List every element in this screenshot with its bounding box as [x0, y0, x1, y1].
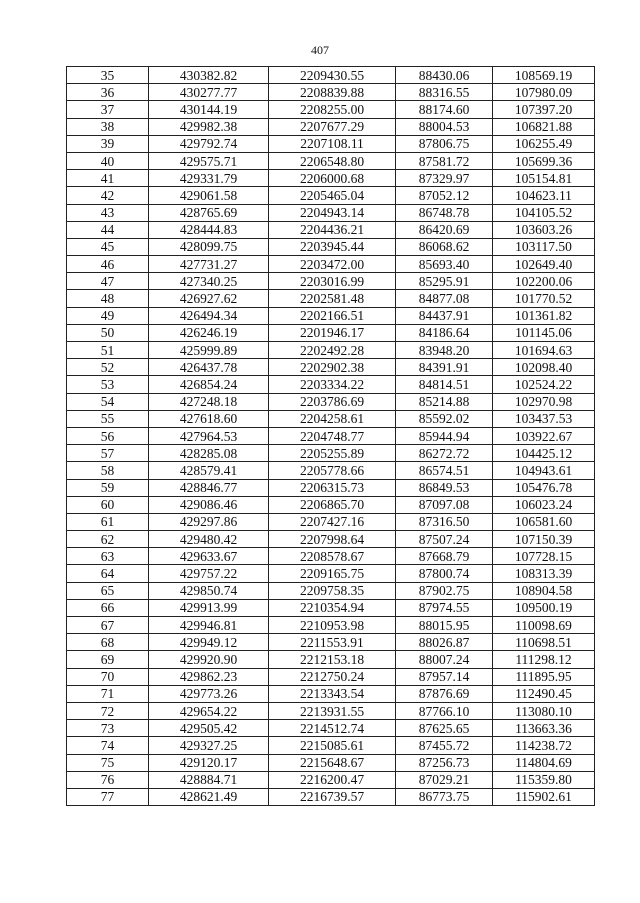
table-cell: 2205255.89: [269, 445, 396, 462]
table-cell: 86574.51: [396, 462, 493, 479]
table-row: [67, 376, 595, 393]
table-cell: 429920.90: [149, 651, 269, 668]
table-cell: 2207677.29: [269, 118, 396, 135]
table-cell: 103603.26: [493, 221, 595, 238]
table-cell: 86748.78: [396, 204, 493, 221]
table-cell: 86272.72: [396, 445, 493, 462]
table-cell: 88316.55: [396, 84, 493, 101]
table-cell: 429850.74: [149, 582, 269, 599]
table-cell: 2208578.67: [269, 548, 396, 565]
table-row: [67, 685, 595, 702]
table-cell: 115359.80: [493, 771, 595, 788]
table-cell: 428579.41: [149, 462, 269, 479]
table-cell: 87316.50: [396, 513, 493, 530]
table-cell: 2201946.17: [269, 324, 396, 341]
table-cell: 101361.82: [493, 307, 595, 324]
table-cell: 69: [67, 651, 149, 668]
table-row: [67, 582, 595, 599]
table-cell: 107980.09: [493, 84, 595, 101]
table-cell: 105476.78: [493, 479, 595, 496]
table-cell: 429949.12: [149, 634, 269, 651]
table-cell: 430144.19: [149, 101, 269, 118]
table-cell: 87329.97: [396, 170, 493, 187]
table-cell: 72: [67, 702, 149, 719]
table-cell: 103922.67: [493, 427, 595, 444]
table-row: [67, 702, 595, 719]
table-row: [67, 187, 595, 204]
table-cell: 428846.77: [149, 479, 269, 496]
table-cell: 60: [67, 496, 149, 513]
table-cell: 85944.94: [396, 427, 493, 444]
table-cell: 102970.98: [493, 393, 595, 410]
table-row: [67, 788, 595, 805]
table-cell: 2204436.21: [269, 221, 396, 238]
table-row: [67, 256, 595, 273]
table-row: [67, 496, 595, 513]
table-cell: 84814.51: [396, 376, 493, 393]
table-row: [67, 617, 595, 634]
table-cell: 84877.08: [396, 290, 493, 307]
table-cell: 429327.25: [149, 737, 269, 754]
table-cell: 84186.64: [396, 324, 493, 341]
table-cell: 427731.27: [149, 256, 269, 273]
table-cell: 429654.22: [149, 702, 269, 719]
table-cell: 2206000.68: [269, 170, 396, 187]
table-cell: 87507.24: [396, 531, 493, 548]
table-cell: 68: [67, 634, 149, 651]
table-cell: 102200.06: [493, 273, 595, 290]
table-cell: 102524.22: [493, 376, 595, 393]
table-cell: 75: [67, 754, 149, 771]
table-row: [67, 427, 595, 444]
table-cell: 84437.91: [396, 307, 493, 324]
table-cell: 2210354.94: [269, 599, 396, 616]
table-row: [67, 479, 595, 496]
table-cell: 429505.42: [149, 720, 269, 737]
table-cell: 39: [67, 135, 149, 152]
table-cell: 87806.75: [396, 135, 493, 152]
table-cell: 427964.53: [149, 427, 269, 444]
table-cell: 48: [67, 290, 149, 307]
table-cell: 2205465.04: [269, 187, 396, 204]
table-cell: 2203945.44: [269, 238, 396, 255]
table-cell: 105154.81: [493, 170, 595, 187]
table-cell: 62: [67, 531, 149, 548]
table-cell: 42: [67, 187, 149, 204]
table-body: [67, 67, 595, 806]
table-row: [67, 238, 595, 255]
table-cell: 427248.18: [149, 393, 269, 410]
table-row: [67, 720, 595, 737]
table-cell: 430382.82: [149, 67, 269, 84]
table-cell: 56: [67, 427, 149, 444]
table-cell: 87097.08: [396, 496, 493, 513]
table-row: [67, 324, 595, 341]
table-cell: 2207108.11: [269, 135, 396, 152]
table-cell: 114804.69: [493, 754, 595, 771]
table-cell: 429297.86: [149, 513, 269, 530]
table-cell: 106581.60: [493, 513, 595, 530]
table-row: [67, 668, 595, 685]
table-cell: 429120.17: [149, 754, 269, 771]
table-cell: 104943.61: [493, 462, 595, 479]
table-row: [67, 359, 595, 376]
table-cell: 2216200.47: [269, 771, 396, 788]
table-cell: 87455.72: [396, 737, 493, 754]
table-cell: 103117.50: [493, 238, 595, 255]
table-cell: 426927.62: [149, 290, 269, 307]
table-cell: 88015.95: [396, 617, 493, 634]
table-cell: 106255.49: [493, 135, 595, 152]
table-cell: 428621.49: [149, 788, 269, 805]
table-cell: 85693.40: [396, 256, 493, 273]
table-cell: 429862.23: [149, 668, 269, 685]
table-cell: 2202581.48: [269, 290, 396, 307]
table-cell: 2204258.61: [269, 410, 396, 427]
table-cell: 2209165.75: [269, 565, 396, 582]
table-row: [67, 170, 595, 187]
table-cell: 38: [67, 118, 149, 135]
table-cell: 429913.99: [149, 599, 269, 616]
table-row: [67, 307, 595, 324]
table-cell: 429331.79: [149, 170, 269, 187]
table-cell: 429480.42: [149, 531, 269, 548]
table-cell: 113663.36: [493, 720, 595, 737]
table-cell: 108569.19: [493, 67, 595, 84]
table-cell: 87668.79: [396, 548, 493, 565]
table-cell: 50: [67, 324, 149, 341]
table-cell: 2206865.70: [269, 496, 396, 513]
table-row: [67, 531, 595, 548]
coordinate-table: [66, 66, 595, 806]
table-cell: 40: [67, 152, 149, 169]
table-cell: 426854.24: [149, 376, 269, 393]
table-cell: 84391.91: [396, 359, 493, 376]
table-cell: 88007.24: [396, 651, 493, 668]
table-cell: 428099.75: [149, 238, 269, 255]
table-cell: 88004.53: [396, 118, 493, 135]
table-cell: 2204748.77: [269, 427, 396, 444]
table-cell: 86773.75: [396, 788, 493, 805]
table-cell: 41: [67, 170, 149, 187]
table-cell: 37: [67, 101, 149, 118]
table-cell: 110098.69: [493, 617, 595, 634]
table-cell: 35: [67, 67, 149, 84]
table-cell: 2213931.55: [269, 702, 396, 719]
table-row: [67, 221, 595, 238]
table-cell: 105699.36: [493, 152, 595, 169]
table-cell: 111895.95: [493, 668, 595, 685]
table-cell: 429633.67: [149, 548, 269, 565]
table-row: [67, 754, 595, 771]
table-cell: 429086.46: [149, 496, 269, 513]
table-cell: 63: [67, 548, 149, 565]
table-cell: 112490.45: [493, 685, 595, 702]
table-cell: 87902.75: [396, 582, 493, 599]
table-cell: 2203472.00: [269, 256, 396, 273]
table-cell: 2215648.67: [269, 754, 396, 771]
table-cell: 2203016.99: [269, 273, 396, 290]
table-row: [67, 273, 595, 290]
table-row: [67, 410, 595, 427]
table-cell: 43: [67, 204, 149, 221]
table-row: [67, 204, 595, 221]
table-cell: 102098.40: [493, 359, 595, 376]
table-cell: 85592.02: [396, 410, 493, 427]
table-cell: 429773.26: [149, 685, 269, 702]
table-row: [67, 599, 595, 616]
table-cell: 85214.88: [396, 393, 493, 410]
table-cell: 426437.78: [149, 359, 269, 376]
table-cell: 44: [67, 221, 149, 238]
table-cell: 104105.52: [493, 204, 595, 221]
table-cell: 2214512.74: [269, 720, 396, 737]
table-cell: 76: [67, 771, 149, 788]
table-cell: 2206315.73: [269, 479, 396, 496]
table-cell: 111298.12: [493, 651, 595, 668]
table-cell: 2211553.91: [269, 634, 396, 651]
table-row: [67, 393, 595, 410]
table-cell: 428884.71: [149, 771, 269, 788]
table-cell: 57: [67, 445, 149, 462]
table-cell: 88430.06: [396, 67, 493, 84]
table-cell: 59: [67, 479, 149, 496]
table-row: [67, 771, 595, 788]
table-cell: 65: [67, 582, 149, 599]
table-cell: 87957.14: [396, 668, 493, 685]
table-cell: 106821.88: [493, 118, 595, 135]
table-cell: 53: [67, 376, 149, 393]
table-cell: 2204943.14: [269, 204, 396, 221]
table-cell: 67: [67, 617, 149, 634]
table-cell: 2207998.64: [269, 531, 396, 548]
table-cell: 86420.69: [396, 221, 493, 238]
table-cell: 2208839.88: [269, 84, 396, 101]
table-cell: 85295.91: [396, 273, 493, 290]
table-cell: 103437.53: [493, 410, 595, 427]
table-row: [67, 342, 595, 359]
table-cell: 87581.72: [396, 152, 493, 169]
table-row: [67, 135, 595, 152]
table-cell: 2209758.35: [269, 582, 396, 599]
table-cell: 427340.25: [149, 273, 269, 290]
table-row: [67, 152, 595, 169]
table-cell: 104425.12: [493, 445, 595, 462]
table-cell: 73: [67, 720, 149, 737]
table-cell: 108904.58: [493, 582, 595, 599]
table-cell: 2205778.66: [269, 462, 396, 479]
table-cell: 429757.22: [149, 565, 269, 582]
table-cell: 36: [67, 84, 149, 101]
table-cell: 428444.83: [149, 221, 269, 238]
table-cell: 2206548.80: [269, 152, 396, 169]
table-cell: 113080.10: [493, 702, 595, 719]
table-cell: 47: [67, 273, 149, 290]
table-cell: 87766.10: [396, 702, 493, 719]
table-row: [67, 84, 595, 101]
table-cell: 429792.74: [149, 135, 269, 152]
table-cell: 86849.53: [396, 479, 493, 496]
table-cell: 54: [67, 393, 149, 410]
table-cell: 101770.52: [493, 290, 595, 307]
table-cell: 101145.06: [493, 324, 595, 341]
table-cell: 2212750.24: [269, 668, 396, 685]
table-cell: 430277.77: [149, 84, 269, 101]
table-cell: 109500.19: [493, 599, 595, 616]
table-cell: 2208255.00: [269, 101, 396, 118]
table-cell: 87625.65: [396, 720, 493, 737]
table-cell: 61: [67, 513, 149, 530]
table-cell: 110698.51: [493, 634, 595, 651]
table-cell: 66: [67, 599, 149, 616]
table-cell: 2202902.38: [269, 359, 396, 376]
table-cell: 2215085.61: [269, 737, 396, 754]
table-cell: 88026.87: [396, 634, 493, 651]
table-cell: 74: [67, 737, 149, 754]
table-cell: 2203786.69: [269, 393, 396, 410]
table-cell: 77: [67, 788, 149, 805]
table-cell: 426246.19: [149, 324, 269, 341]
table-cell: 83948.20: [396, 342, 493, 359]
table-cell: 86068.62: [396, 238, 493, 255]
table-cell: 87974.55: [396, 599, 493, 616]
table-cell: 45: [67, 238, 149, 255]
table-cell: 426494.34: [149, 307, 269, 324]
table-cell: 429575.71: [149, 152, 269, 169]
table-cell: 428285.08: [149, 445, 269, 462]
table-cell: 429946.81: [149, 617, 269, 634]
table-cell: 46: [67, 256, 149, 273]
table-cell: 87876.69: [396, 685, 493, 702]
table-cell: 55: [67, 410, 149, 427]
table-cell: 108313.39: [493, 565, 595, 582]
table-cell: 429061.58: [149, 187, 269, 204]
table-cell: 2202492.28: [269, 342, 396, 359]
table-cell: 2203334.22: [269, 376, 396, 393]
table-cell: 52: [67, 359, 149, 376]
table-cell: 102649.40: [493, 256, 595, 273]
table-row: [67, 290, 595, 307]
table-cell: 70: [67, 668, 149, 685]
table-cell: 58: [67, 462, 149, 479]
table-row: [67, 548, 595, 565]
table-cell: 101694.63: [493, 342, 595, 359]
table-cell: 2213343.54: [269, 685, 396, 702]
table-cell: 106023.24: [493, 496, 595, 513]
table-cell: 2209430.55: [269, 67, 396, 84]
table-row: [67, 634, 595, 651]
table-cell: 2216739.57: [269, 788, 396, 805]
table-cell: 428765.69: [149, 204, 269, 221]
table-row: [67, 101, 595, 118]
table-row: [67, 737, 595, 754]
table-cell: 107150.39: [493, 531, 595, 548]
table-cell: 87800.74: [396, 565, 493, 582]
table-cell: 104623.11: [493, 187, 595, 204]
table-cell: 2202166.51: [269, 307, 396, 324]
table-row: [67, 445, 595, 462]
table-row: [67, 651, 595, 668]
table-cell: 87052.12: [396, 187, 493, 204]
table-row: [67, 565, 595, 582]
table-cell: 51: [67, 342, 149, 359]
table-cell: 49: [67, 307, 149, 324]
table-row: [67, 513, 595, 530]
table-cell: 2207427.16: [269, 513, 396, 530]
table-cell: 88174.60: [396, 101, 493, 118]
table-row: [67, 67, 595, 84]
table-cell: 107728.15: [493, 548, 595, 565]
table-cell: 64: [67, 565, 149, 582]
table-cell: 87029.21: [396, 771, 493, 788]
table-cell: 71: [67, 685, 149, 702]
table-cell: 429982.38: [149, 118, 269, 135]
table-cell: 2212153.18: [269, 651, 396, 668]
table-cell: 107397.20: [493, 101, 595, 118]
table-cell: 2210953.98: [269, 617, 396, 634]
table-row: [67, 462, 595, 479]
table-cell: 114238.72: [493, 737, 595, 754]
table-cell: 425999.89: [149, 342, 269, 359]
table-cell: 115902.61: [493, 788, 595, 805]
page-number: 407: [311, 43, 329, 57]
table-cell: 87256.73: [396, 754, 493, 771]
table-row: [67, 118, 595, 135]
table-cell: 427618.60: [149, 410, 269, 427]
